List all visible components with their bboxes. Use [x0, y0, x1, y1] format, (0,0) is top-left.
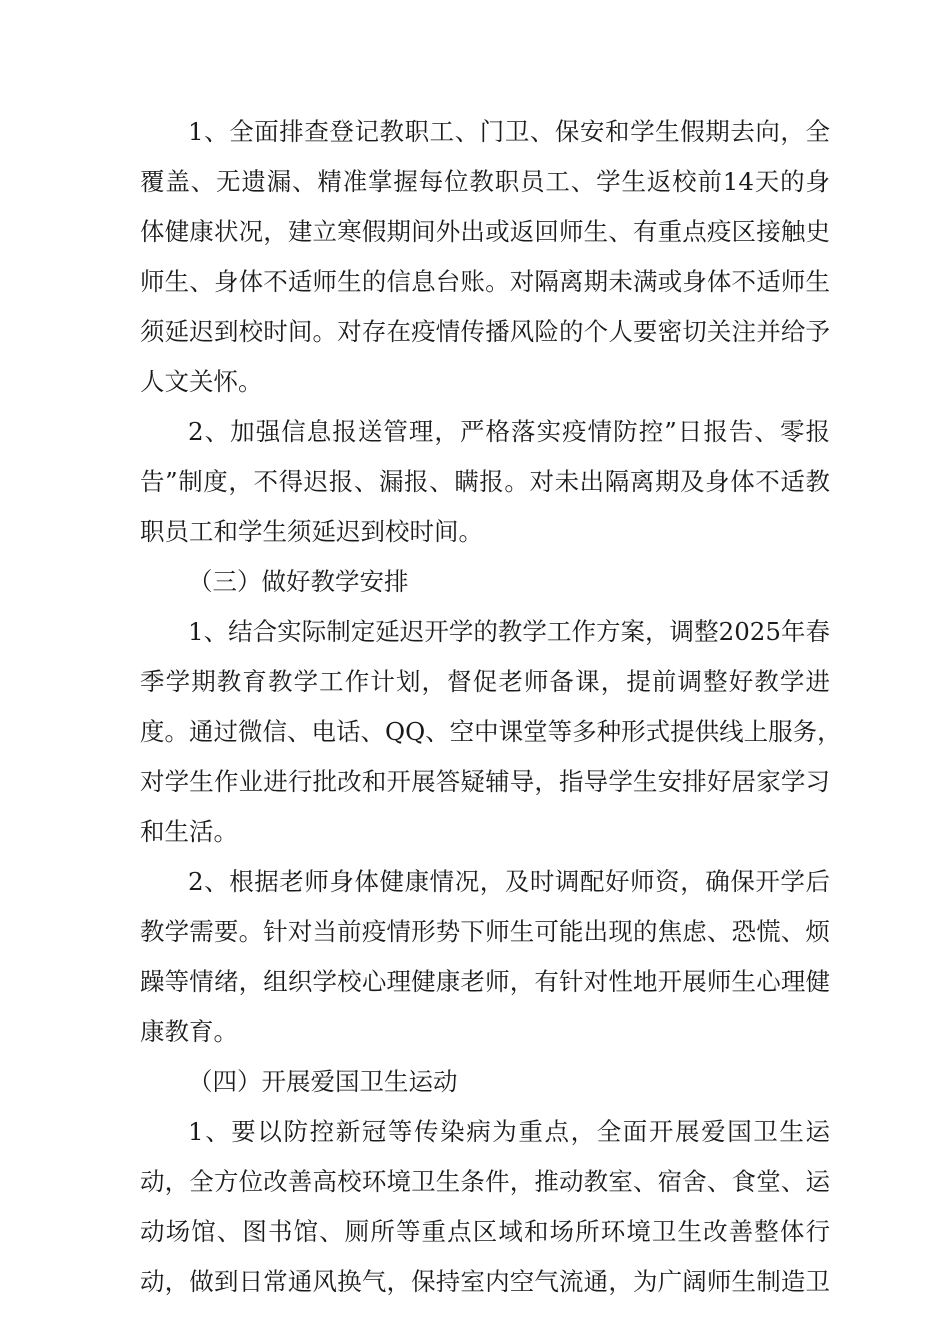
section-heading: （三）做好教学安排 — [188, 567, 409, 596]
text-line: 体健康状况，建立寒假期间外出或返回师生、有重点疫区接触史 — [140, 217, 830, 246]
text-line: 动，做到日常通风换气，保持室内空气流通，为广阔师生制造卫 — [140, 1267, 830, 1296]
text-line: 须延迟到校时间。对存在疫情传播风险的个人要密切关注并给予 — [140, 317, 830, 346]
text-line: 躁等情绪，组织学校心理健康老师，有针对性地开展师生心理健 — [140, 967, 830, 996]
text-line: 康教育。 — [140, 1017, 238, 1046]
text-line: 告”制度，不得迟报、漏报、瞒报。对未出隔离期及身体不适教 — [140, 467, 830, 496]
text-line: 1、全面排查登记教职工、门卫、保安和学生假期去向，全 — [188, 117, 830, 146]
text-line: 1、结合实际制定延迟开学的教学工作方案，调整2025年春 — [188, 617, 830, 646]
text-line: 教学需要。针对当前疫情形势下师生可能出现的焦虑、恐慌、烦 — [140, 917, 830, 946]
text-line: 人文关怀。 — [140, 367, 263, 396]
text-line: 动，全方位改善高校环境卫生条件，推动教室、宿舍、食堂、运 — [140, 1167, 830, 1196]
text-line: 覆盖、无遗漏、精准掌握每位教职员工、学生返校前14天的身 — [140, 167, 830, 196]
text-line: 动场馆、图书馆、厕所等重点区域和场所环境卫生改善整体行 — [140, 1217, 830, 1246]
text-line: 2、加强信息报送管理，严格落实疫情防控”日报告、零报 — [188, 417, 830, 446]
text-line: 季学期教育教学工作计划，督促老师备课，提前调整好教学进 — [140, 667, 830, 696]
text-line: 和生活。 — [140, 817, 238, 846]
text-line: 度。通过微信、电话、QQ、空中课堂等多种形式提供线上服务， — [140, 717, 842, 746]
text-line: 师生、身体不适师生的信息台账。对隔离期未满或身体不适师生 — [140, 267, 830, 296]
text-line: 职员工和学生须延迟到校时间。 — [140, 517, 483, 546]
text-line: 1、要以防控新冠等传染病为重点，全面开展爱国卫生运 — [188, 1117, 830, 1146]
text-line: 2、根据老师身体健康情况，及时调配好师资，确保开学后 — [188, 867, 830, 896]
text-line: 对学生作业进行批改和开展答疑辅导，指导学生安排好居家学习 — [140, 767, 830, 796]
section-heading: （四）开展爱国卫生运动 — [188, 1067, 458, 1096]
